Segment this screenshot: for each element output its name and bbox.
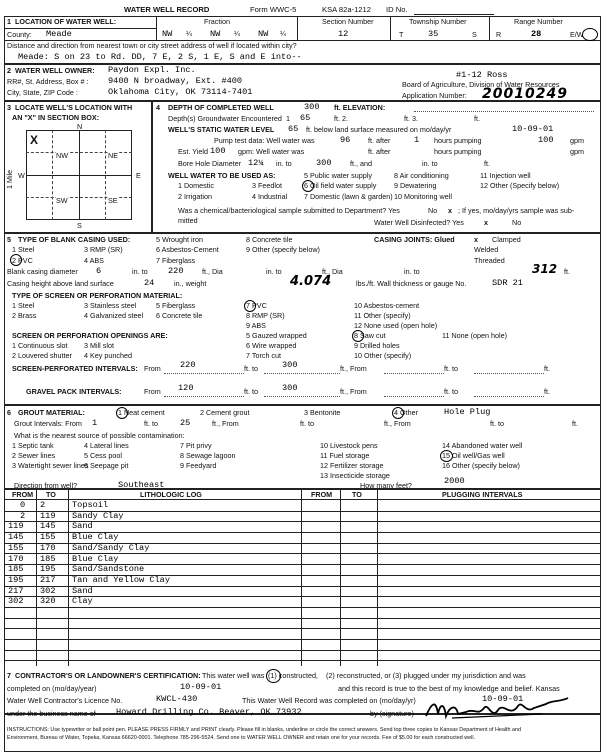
log-from: 0 [20, 500, 26, 510]
chem-tail2: mitted [178, 216, 198, 225]
pump-gpm: 100 [538, 135, 554, 145]
joints-clamped: Clamped [492, 235, 521, 244]
screen-type: 3 Stainless steel [84, 301, 137, 310]
log-to: 2 [40, 500, 46, 510]
log-description: Tan and Yellow Clay [72, 574, 170, 585]
screen-type: 7 PVC [246, 301, 267, 310]
screen-type: 10 Asbestos-cement [354, 301, 420, 310]
gw-1: 1 [286, 114, 290, 123]
ksa-reference: KSA 82a-1212 [322, 5, 371, 14]
log-description: Sand/Sandy Clay [72, 542, 150, 553]
perf-from-label: From [144, 364, 161, 373]
pump-after: ft. after [368, 136, 391, 145]
range-r: R [496, 30, 502, 39]
opening-type: 8 Saw cut [354, 331, 386, 340]
log-to: 170 [40, 542, 56, 553]
contam-option: 9 Feedyard [180, 461, 217, 470]
contam-option: 14 Abandoned water well [442, 441, 523, 450]
license-number: KWCL-430 [156, 694, 198, 704]
contam-option: 12 Fertilizer storage [320, 461, 384, 470]
static-level-text: ft. below land surface measured on mo/day/yr [306, 125, 452, 134]
section-3-subtitle: AN "X" IN SECTION BOX: [12, 113, 100, 122]
static-level-label: WELL'S STATIC WATER LEVEL [168, 125, 275, 134]
casing-type: 7 Fiberglass [156, 256, 196, 265]
bore-value: 12¼ [248, 158, 264, 168]
opening-type: 3 Mill slot [84, 341, 114, 350]
grout-other-value: Hole Plug [444, 407, 491, 417]
township-s: S [472, 30, 477, 39]
bore-in2: in. to [422, 159, 438, 168]
disinfect-no: No [512, 218, 522, 227]
log-col-lithologic: LITHOLOGIC LOG [140, 490, 202, 499]
opening-type: 2 Louvered shutter [12, 351, 72, 360]
grout-from: 1 [92, 418, 98, 428]
instructions-line1: INSTRUCTIONS: Use typewriter or ball point pen. PLEASE PRESS FIRMLY and PRINT clearly. Please fill in blanks, underline or circle the correct answers. Send top three copies to Kansas Department of Health and [7, 727, 522, 733]
screen-type: 4 Galvanized steel [84, 311, 144, 320]
height-label: Casing height above land surface [7, 279, 114, 288]
opening-type: 5 Gauzed wrapped [246, 331, 307, 340]
screen-type: 2 Brass [12, 311, 37, 320]
gravel-to-label: ft. to [244, 387, 258, 396]
log-description: Blue Clay [72, 532, 119, 543]
gw-end: ft. [474, 114, 480, 123]
county-value: Meade [46, 29, 72, 39]
groundwater-label: Depth(s) Groundwater Encountered [168, 114, 282, 123]
contam-option: 10 Livestock pens [320, 441, 378, 450]
use-option: 12 Other (Specify below) [480, 181, 560, 190]
grout-neat-circle [116, 407, 128, 419]
grout-option: 3 Bentonite [304, 408, 341, 417]
diam-end-ft: ft. [564, 267, 570, 276]
log-description: Sand/Sandstone [72, 564, 145, 575]
form-title: WATER WELL RECORD [124, 5, 210, 14]
contam-option: 6 Seepage pit [84, 461, 129, 470]
casing-type: 5 Wrought iron [156, 235, 204, 244]
log-to: 217 [40, 574, 56, 585]
log-from: 302 [8, 596, 24, 607]
casing-type: 3 RMP (SR) [84, 245, 123, 254]
gravel-ft2: ft. to [444, 387, 458, 396]
grout-option: 1 Neat cement [118, 408, 165, 417]
contam-option: 5 Cess pool [84, 451, 122, 460]
use-option: 10 Monitoring well [394, 192, 452, 201]
bore-text: ft., and [350, 159, 372, 168]
feet-value: 2000 [444, 476, 465, 486]
chem-no: No [428, 206, 438, 215]
height-in: in., weight [174, 279, 207, 288]
fraction-value: ¼ [186, 29, 192, 38]
casing-type: 8 Concrete tile [246, 235, 293, 244]
log-from: 119 [8, 521, 24, 532]
diam-ft: ft., Dia [202, 267, 223, 276]
use-option: 11 Injection well [480, 171, 531, 180]
opening-type: 7 Torch cut [246, 351, 282, 360]
chem-x: x [448, 206, 452, 215]
use-6-circle [302, 180, 314, 192]
use-option: 5 Public water supply [304, 171, 372, 180]
perf-to-label: ft. to [244, 364, 258, 373]
joints-threaded: Threaded [474, 256, 505, 265]
range-value: 28 [531, 29, 542, 39]
pump-gpm-unit: gpm [570, 136, 584, 145]
cert-completed-date: 10-09-01 [180, 682, 222, 692]
signature-label: by (signature) [370, 709, 414, 718]
range-w-circle [582, 28, 598, 41]
log-description: Sand [72, 521, 93, 532]
contam-option: 4 Lateral lines [84, 441, 129, 450]
quad-sw: SW [56, 196, 68, 205]
section-6-num: 6 [7, 408, 11, 417]
diam-end-value: 312 [532, 262, 558, 276]
diam-ft2: ft., Dia [322, 267, 343, 276]
section-6-title: GROUT MATERIAL: [18, 408, 85, 417]
perf-label: SCREEN-PERFORATED INTERVALS: [12, 364, 138, 373]
height-value: 24 [144, 278, 155, 288]
log-from: 170 [8, 553, 24, 564]
record-completed-date: 10-09-01 [482, 694, 524, 704]
address-label: RR#, St. Address, Box # : [7, 77, 89, 86]
fraction-value: ¼ [280, 29, 286, 38]
cert-line1a: This water well was [202, 671, 265, 680]
log-from: 155 [8, 542, 24, 553]
gravel-label: GRAVEL PACK INTERVALS: [26, 387, 122, 396]
screen-type: 11 Other (specify) [354, 311, 411, 320]
compass-n: N [77, 122, 83, 131]
casing-type: 6 Asbestos-Cement [156, 245, 219, 254]
screen-type: 1 Steel [12, 301, 35, 310]
distance-label: Distance and direction from nearest town or city street address of well if located within city? [7, 41, 297, 50]
disinfect-x: x [484, 218, 488, 227]
cert-completed-label: completed on (mo/day/year) [7, 684, 97, 693]
use-option: 8 Air conditioning [394, 171, 449, 180]
section-number-label: Section Number [322, 17, 374, 26]
section-2-title: 2 WATER WELL OWNER: [7, 66, 95, 75]
casing-type: 4 ABS [84, 256, 104, 265]
screen-type: 5 Fiberglass [156, 301, 196, 310]
yield-text: gpm: Well water was [238, 147, 305, 156]
contam-label: What is the nearest source of possible contamination: [14, 431, 185, 440]
opening-type: 10 Other (specify) [354, 351, 412, 360]
log-to: 145 [40, 521, 56, 532]
use-label: WELL WATER TO BE USED AS: [168, 171, 276, 180]
static-level-date: 10-09-01 [512, 124, 554, 134]
use-option: 7 Domestic (lawn & garden) [304, 192, 393, 201]
business-label: under the business name of [7, 709, 96, 718]
township-label: Township Number [409, 17, 467, 26]
range-label: Range Number [514, 17, 563, 26]
use-option: 9 Dewatering [394, 181, 437, 190]
log-col-plugging: PLUGGING INTERVALS [442, 490, 523, 499]
direction-value: Southeast [118, 480, 165, 490]
grout-option: 4 Other [394, 408, 418, 417]
log-description: Clay [72, 596, 93, 607]
casing-type: 1 Steel [12, 245, 35, 254]
distance-value: Meade: S on 23 to Rd. DD, 7 E, 2 S, 1 E, S and E into-- [18, 52, 302, 62]
diam-value: 6 [96, 266, 102, 276]
use-option: 2 Irrigation [178, 192, 212, 201]
log-col-to: TO [46, 490, 56, 499]
grout-ft3: ft., From [384, 419, 411, 428]
perf-to-value: 300 [282, 360, 298, 370]
contam-option: 15 Oil well/Gas well [442, 451, 505, 460]
compass-s: S [77, 221, 82, 230]
log-description: Topsoil [72, 500, 109, 510]
pump-test-value: 96 [340, 135, 351, 145]
log-from: 195 [8, 574, 24, 585]
license-label: Water Well Contractor's Licence No. [7, 696, 123, 705]
gravel-ft3: ft. [544, 387, 550, 396]
bore-in: in. to [276, 159, 292, 168]
use-option: 1 Domestic [178, 181, 214, 190]
perf-ft3: ft. [544, 364, 550, 373]
static-level-value: 65 [288, 124, 299, 134]
contam-oilgas-circle [440, 450, 453, 462]
diam-in2: in. to [266, 267, 282, 276]
perf-ft: ft., From [340, 364, 367, 373]
joints-x: x [474, 235, 478, 244]
bore-to: 300 [316, 158, 332, 168]
screen-pvc-circle [244, 300, 256, 312]
opening-sawcut-circle [352, 330, 364, 342]
opening-type: 11 None (open hole) [442, 331, 507, 340]
instructions-line2: Environment, Bureau of Water, Topeka, Kansas 66620-0001. Telephone 785-296-5524. Send one to WATER WELL OWNER and retain one for your records. Fee of $5.00 for each constructed well. [7, 735, 476, 741]
grout-option: 2 Cement grout [200, 408, 250, 417]
weight-unit: lbs./ft. Wall thickness or gauge No. [356, 279, 467, 288]
grout-ft5: ft. [572, 419, 578, 428]
contam-option: 16 Other (specify below) [442, 461, 520, 470]
screen-title: TYPE OF SCREEN OR PERFORATION MATERIAL: [12, 291, 183, 300]
log-to: 155 [40, 532, 56, 543]
pump-hours-text: hours pumping [434, 136, 482, 145]
log-col-to2: TO [352, 490, 362, 499]
screen-type: 9 ABS [246, 321, 266, 330]
quad-ne: NE [108, 151, 118, 160]
casing-type: 2 PVC [12, 256, 33, 265]
section-7-title: 7 CONTRACTOR'S OR LANDOWNER'S CERTIFICATION: [7, 671, 201, 680]
opening-type: 4 Key punched [84, 351, 132, 360]
opening-type: 9 Drilled holes [354, 341, 400, 350]
contam-option: 13 Insecticide storage [320, 471, 390, 480]
constructed-circle [266, 669, 281, 683]
contam-option: 8 Sewage lagoon [180, 451, 236, 460]
log-description: Sand [72, 585, 93, 596]
quad-nw: NW [56, 151, 68, 160]
log-from: 2 [20, 510, 26, 521]
log-rows [4, 500, 601, 666]
city-label: City, State, ZIP Code : [7, 88, 78, 97]
contam-option: 11 Fuel storage [320, 451, 370, 460]
diam-label: Blank casing diameter [7, 267, 78, 276]
log-to: 195 [40, 564, 56, 575]
range-ew: E/W [570, 30, 584, 39]
gravel-from-label: From [144, 387, 161, 396]
direction-label: Direction from well? [14, 481, 78, 490]
pump-test-label: Pump test data: Well water was [214, 136, 315, 145]
section-3-title: 3 LOCATE WELL'S LOCATION WITH [7, 103, 133, 112]
section-4-num: 4 [156, 103, 160, 112]
cert-constructed: (1) constructed, [268, 671, 318, 680]
log-to: 320 [40, 596, 56, 607]
fraction-value: NW [210, 29, 221, 39]
joints-label: CASING JOINTS: Glued [374, 235, 455, 244]
cert-line2b: and this record is true to the best of my knowledge and belief. Kansas [338, 684, 560, 693]
casing-pvc-circle [10, 254, 22, 266]
owner-city: Oklahoma City, OK 73114-7401 [108, 87, 253, 97]
yield-after: ft. after [368, 147, 391, 156]
section-5-title: TYPE OF BLANK CASING USED: [18, 235, 131, 244]
log-from: 217 [8, 585, 24, 596]
quad-se: SE [108, 196, 118, 205]
section-number-value: 12 [338, 29, 349, 39]
gw-1-value: 65 [300, 113, 311, 123]
bore-label: Bore Hole Diameter [178, 159, 242, 168]
sdr-value: SDR 21 [492, 278, 523, 288]
use-option: 6 Oil field water supply [304, 181, 377, 190]
opening-type: 1 Continuous slot [12, 341, 68, 350]
log-to: 185 [40, 553, 56, 564]
yield-hours: hours pumping [434, 147, 482, 156]
depth-value: 300 [304, 102, 320, 112]
application-number: 20010249 [482, 86, 568, 102]
gravel-to-value: 300 [282, 383, 298, 393]
opening-type: 6 Wire wrapped [246, 341, 297, 350]
mile-label: 1 Mile [5, 169, 14, 189]
owner-address: 9400 N broadway, Ext. #400 [108, 76, 243, 86]
grout-ft: ft., From [212, 419, 239, 428]
grout-to: 25 [180, 418, 191, 428]
township-t: T [399, 30, 404, 39]
gw-2: ft. 2. [334, 114, 348, 123]
well-name: #1-12 Ross [456, 70, 508, 80]
disinfect-text: Water Well Disinfected? Yes [374, 218, 464, 227]
use-option: 3 Feedlot [252, 181, 282, 190]
county-label: County: [7, 30, 32, 39]
diam-to: 220 [168, 266, 184, 276]
elevation-label: ft. ELEVATION: [334, 103, 386, 112]
screen-type: 6 Concrete tile [156, 311, 203, 320]
screen-type: 12 None used (open hole) [354, 321, 438, 330]
perf-ft2: ft. to [444, 364, 458, 373]
gravel-from-value: 120 [178, 383, 194, 393]
weight-value: 4.074 [290, 274, 332, 289]
grout-ft4: ft. to [490, 419, 504, 428]
chem-sample-text: Was a chemical/bacteriological sample submitted to Department? Yes [178, 206, 400, 215]
gravel-ft: ft., From [340, 387, 367, 396]
id-number-label: ID No. [386, 5, 408, 14]
pump-hours: 1 [414, 135, 420, 145]
township-value: 35 [428, 29, 439, 39]
compass-e: E [136, 171, 141, 180]
joints-welded: Welded [474, 245, 499, 254]
chem-tail: ; If yes, mo/day/yrs sample was sub- [458, 206, 575, 215]
yield-label: Est. Yield [178, 147, 208, 156]
signature-image [422, 694, 572, 724]
location-x-mark: X [30, 133, 39, 147]
table-row [4, 661, 601, 667]
water-well-record-form [4, 4, 601, 752]
grout-intervals-label: Grout Intervals: From [14, 419, 82, 428]
contam-option: 7 Pit privy [180, 441, 212, 450]
grout-other-circle [392, 407, 404, 419]
feet-label: How many feet? [360, 481, 412, 490]
owner-name: Paydon Expl. Inc. [108, 65, 196, 75]
log-description: Sandy Clay [72, 510, 124, 521]
use-option: 4 Industrial [252, 192, 288, 201]
depth-label: DEPTH OF COMPLETED WELL [168, 103, 274, 112]
log-description: Blue Clay [72, 553, 119, 564]
gw-3: ft. 3. [404, 114, 418, 123]
contam-option: 1 Septic tank [12, 441, 54, 450]
yield-gpm: gpm [570, 147, 584, 156]
log-from: 145 [8, 532, 24, 543]
contam-option: 3 Watertight sewer lines [12, 461, 89, 470]
log-from: 185 [8, 564, 24, 575]
section-5-num: 5 [7, 235, 11, 244]
fraction-value: ¼ [234, 29, 240, 38]
grout-ft2: ft. to [300, 419, 314, 428]
log-col-from: FROM [12, 490, 34, 499]
application-label: Application Number: [402, 91, 467, 100]
compass-w: W [18, 171, 25, 180]
business-name: Howard Drilling Co. Beaver, OK 73932 [116, 707, 302, 717]
log-to: 119 [40, 510, 56, 521]
fraction-label: Fraction [204, 17, 230, 26]
casing-type: 9 Other (specify below) [246, 245, 320, 254]
openings-title: SCREEN OR PERFORATION OPENINGS ARE: [12, 331, 168, 340]
log-col-from2: FROM [311, 490, 333, 499]
log-to: 302 [40, 585, 56, 596]
record-completed-label: This Water Well Record was completed on (mo/day/yr) [242, 696, 416, 705]
bore-ft: ft. [484, 159, 490, 168]
diam-in: in. to [132, 267, 148, 276]
section-1-title: 1 LOCATION OF WATER WELL: [7, 17, 117, 26]
screen-type: 8 RMP (SR) [246, 311, 285, 320]
fraction-value: NW [258, 29, 269, 39]
board-label: Board of Agriculture, Division of Water Resources [402, 80, 560, 89]
cert-line1c: (2) reconstructed, or (3) plugged under my jurisdiction and was [326, 671, 526, 680]
grout-to-label: ft. to [144, 419, 158, 428]
form-number: Form WWC-5 [250, 5, 297, 14]
perf-from-value: 220 [180, 360, 196, 370]
yield-value: 100 [210, 146, 226, 156]
fraction-value: NW [162, 29, 173, 39]
contam-option: 2 Sewer lines [12, 451, 56, 460]
diam-in3: in. to [404, 267, 420, 276]
